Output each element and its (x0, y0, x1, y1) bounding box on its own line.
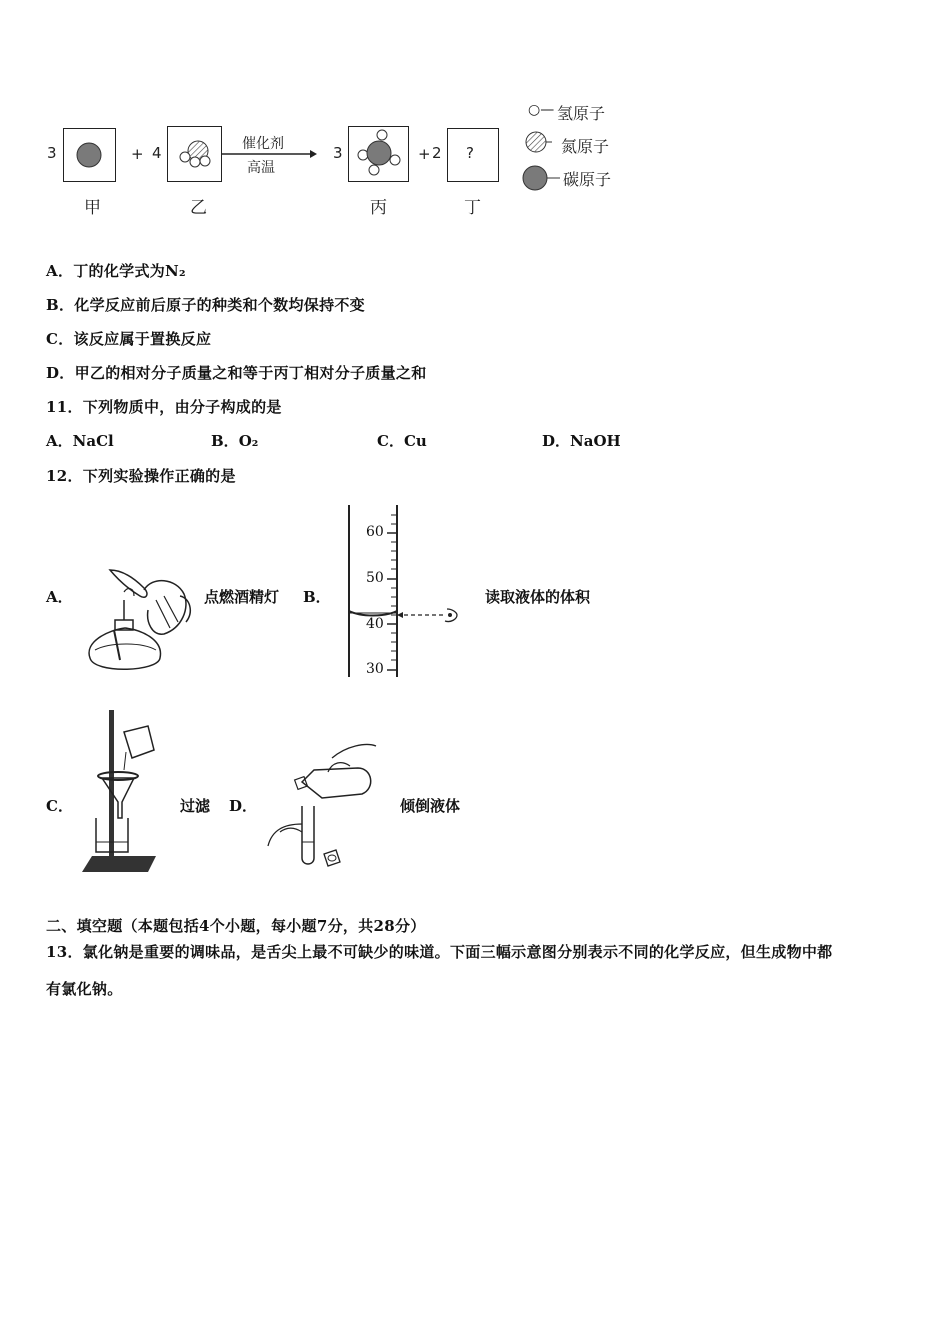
q12-option-b-letter: B． (303, 588, 331, 606)
q11-option-d (542, 430, 621, 451)
hydrogen-legend-label: 氢原子 (557, 104, 606, 123)
q12-stem: 12．下列实验操作正确的是 (46, 467, 236, 485)
option-text: 该反应属于置换反应 (73, 330, 212, 348)
cylinder-tick-50: 50 (366, 570, 384, 586)
q10-option-c (46, 328, 211, 349)
label-yi: 乙 (190, 198, 207, 218)
option-text: 甲乙的相对分子质量之和等于丙丁相对分子质量之和 (74, 364, 427, 382)
option-letter: B． (211, 432, 239, 450)
option-letter: D． (542, 432, 571, 450)
carbon-atom-icon (64, 129, 115, 181)
methane-molecule-icon (349, 127, 408, 181)
label-jia: 甲 (84, 198, 101, 218)
q12-option-d-text: 倾倒液体 (400, 797, 461, 815)
q11-stem: 11．下列物质中，由分子构成的是 (46, 398, 282, 416)
option-letter: A． (46, 432, 73, 450)
coefficient-bing: 3 (333, 144, 343, 162)
molecule-box-bing (348, 126, 409, 182)
cylinder-tick-40: 40 (366, 616, 384, 632)
carbon-legend-label: 碳原子 (563, 170, 612, 189)
label-ding: 丁 (464, 198, 481, 218)
q10-option-b (46, 294, 365, 315)
condition-high-temp: 高温 (247, 160, 275, 176)
option-letter: A． (46, 262, 74, 280)
q11-option-c (377, 430, 427, 451)
option-text: 化学反应前后原子的种类和个数均保持不变 (74, 296, 365, 314)
plus-sign-1: + (131, 145, 144, 163)
ammonia-molecule-icon (168, 127, 221, 181)
condition-catalyst: 催化剂 (242, 136, 284, 152)
q13-text-line2: 有氯化钠。 (46, 980, 123, 998)
option-text: Cu (403, 432, 427, 450)
option-text: 丁的化学式为N₂ (73, 262, 186, 280)
plus-sign-2: + (418, 145, 431, 163)
section2-title: 二、填空题（本题包括4个小题，每小题7分，共28分） (46, 917, 426, 935)
q10-option-a (46, 260, 186, 281)
option-letter: B． (46, 296, 75, 314)
coefficient-jia: 3 (47, 144, 57, 162)
q12-option-b-text: 读取液体的体积 (485, 588, 591, 606)
coefficient-yi: 4 (152, 144, 162, 162)
hydrogen-legend-symbol: ○— (528, 102, 555, 118)
q11-option-a (46, 430, 114, 451)
unknown-molecule: ? (466, 144, 474, 162)
option-text: NaCl (72, 432, 114, 450)
cylinder-tick-30: 30 (366, 661, 384, 677)
filtration-apparatus-illustration (78, 706, 174, 874)
q12-option-a-letter: A． (46, 588, 73, 606)
q12-option-c-text: 过滤 (180, 797, 211, 815)
label-bing: 丙 (370, 198, 387, 218)
carbon-legend-icon (520, 164, 560, 192)
alcohol-lamp-illustration (80, 560, 200, 682)
q12-option-c-letter: C． (46, 797, 73, 815)
q12-option-a-text: 点燃酒精灯 (204, 588, 280, 606)
coefficient-ding: 2 (432, 144, 442, 162)
option-text: O₂ (238, 432, 259, 450)
pouring-liquid-illustration (262, 732, 382, 872)
option-letter: D． (46, 364, 75, 382)
cylinder-tick-60: 60 (366, 524, 384, 540)
molecule-box-ding (447, 128, 499, 182)
nitrogen-legend-label: 氮原子 (561, 137, 610, 156)
q11-option-b (211, 430, 258, 451)
graduated-cylinder-illustration (345, 505, 465, 680)
option-text: NaOH (570, 432, 621, 450)
nitrogen-atom-icon (522, 130, 552, 156)
q12-option-d-letter: D． (229, 797, 258, 815)
option-letter: C． (377, 432, 404, 450)
q10-option-d (46, 362, 427, 383)
option-letter: C． (46, 330, 74, 348)
q13-text-line1: 13．氯化钠是重要的调味品，是舌尖上最不可缺少的味道。下面三幅示意图分别表示不同的化学反应，但生成物中都 (46, 943, 833, 961)
molecule-box-jia (63, 128, 116, 182)
molecule-box-yi (167, 126, 222, 182)
